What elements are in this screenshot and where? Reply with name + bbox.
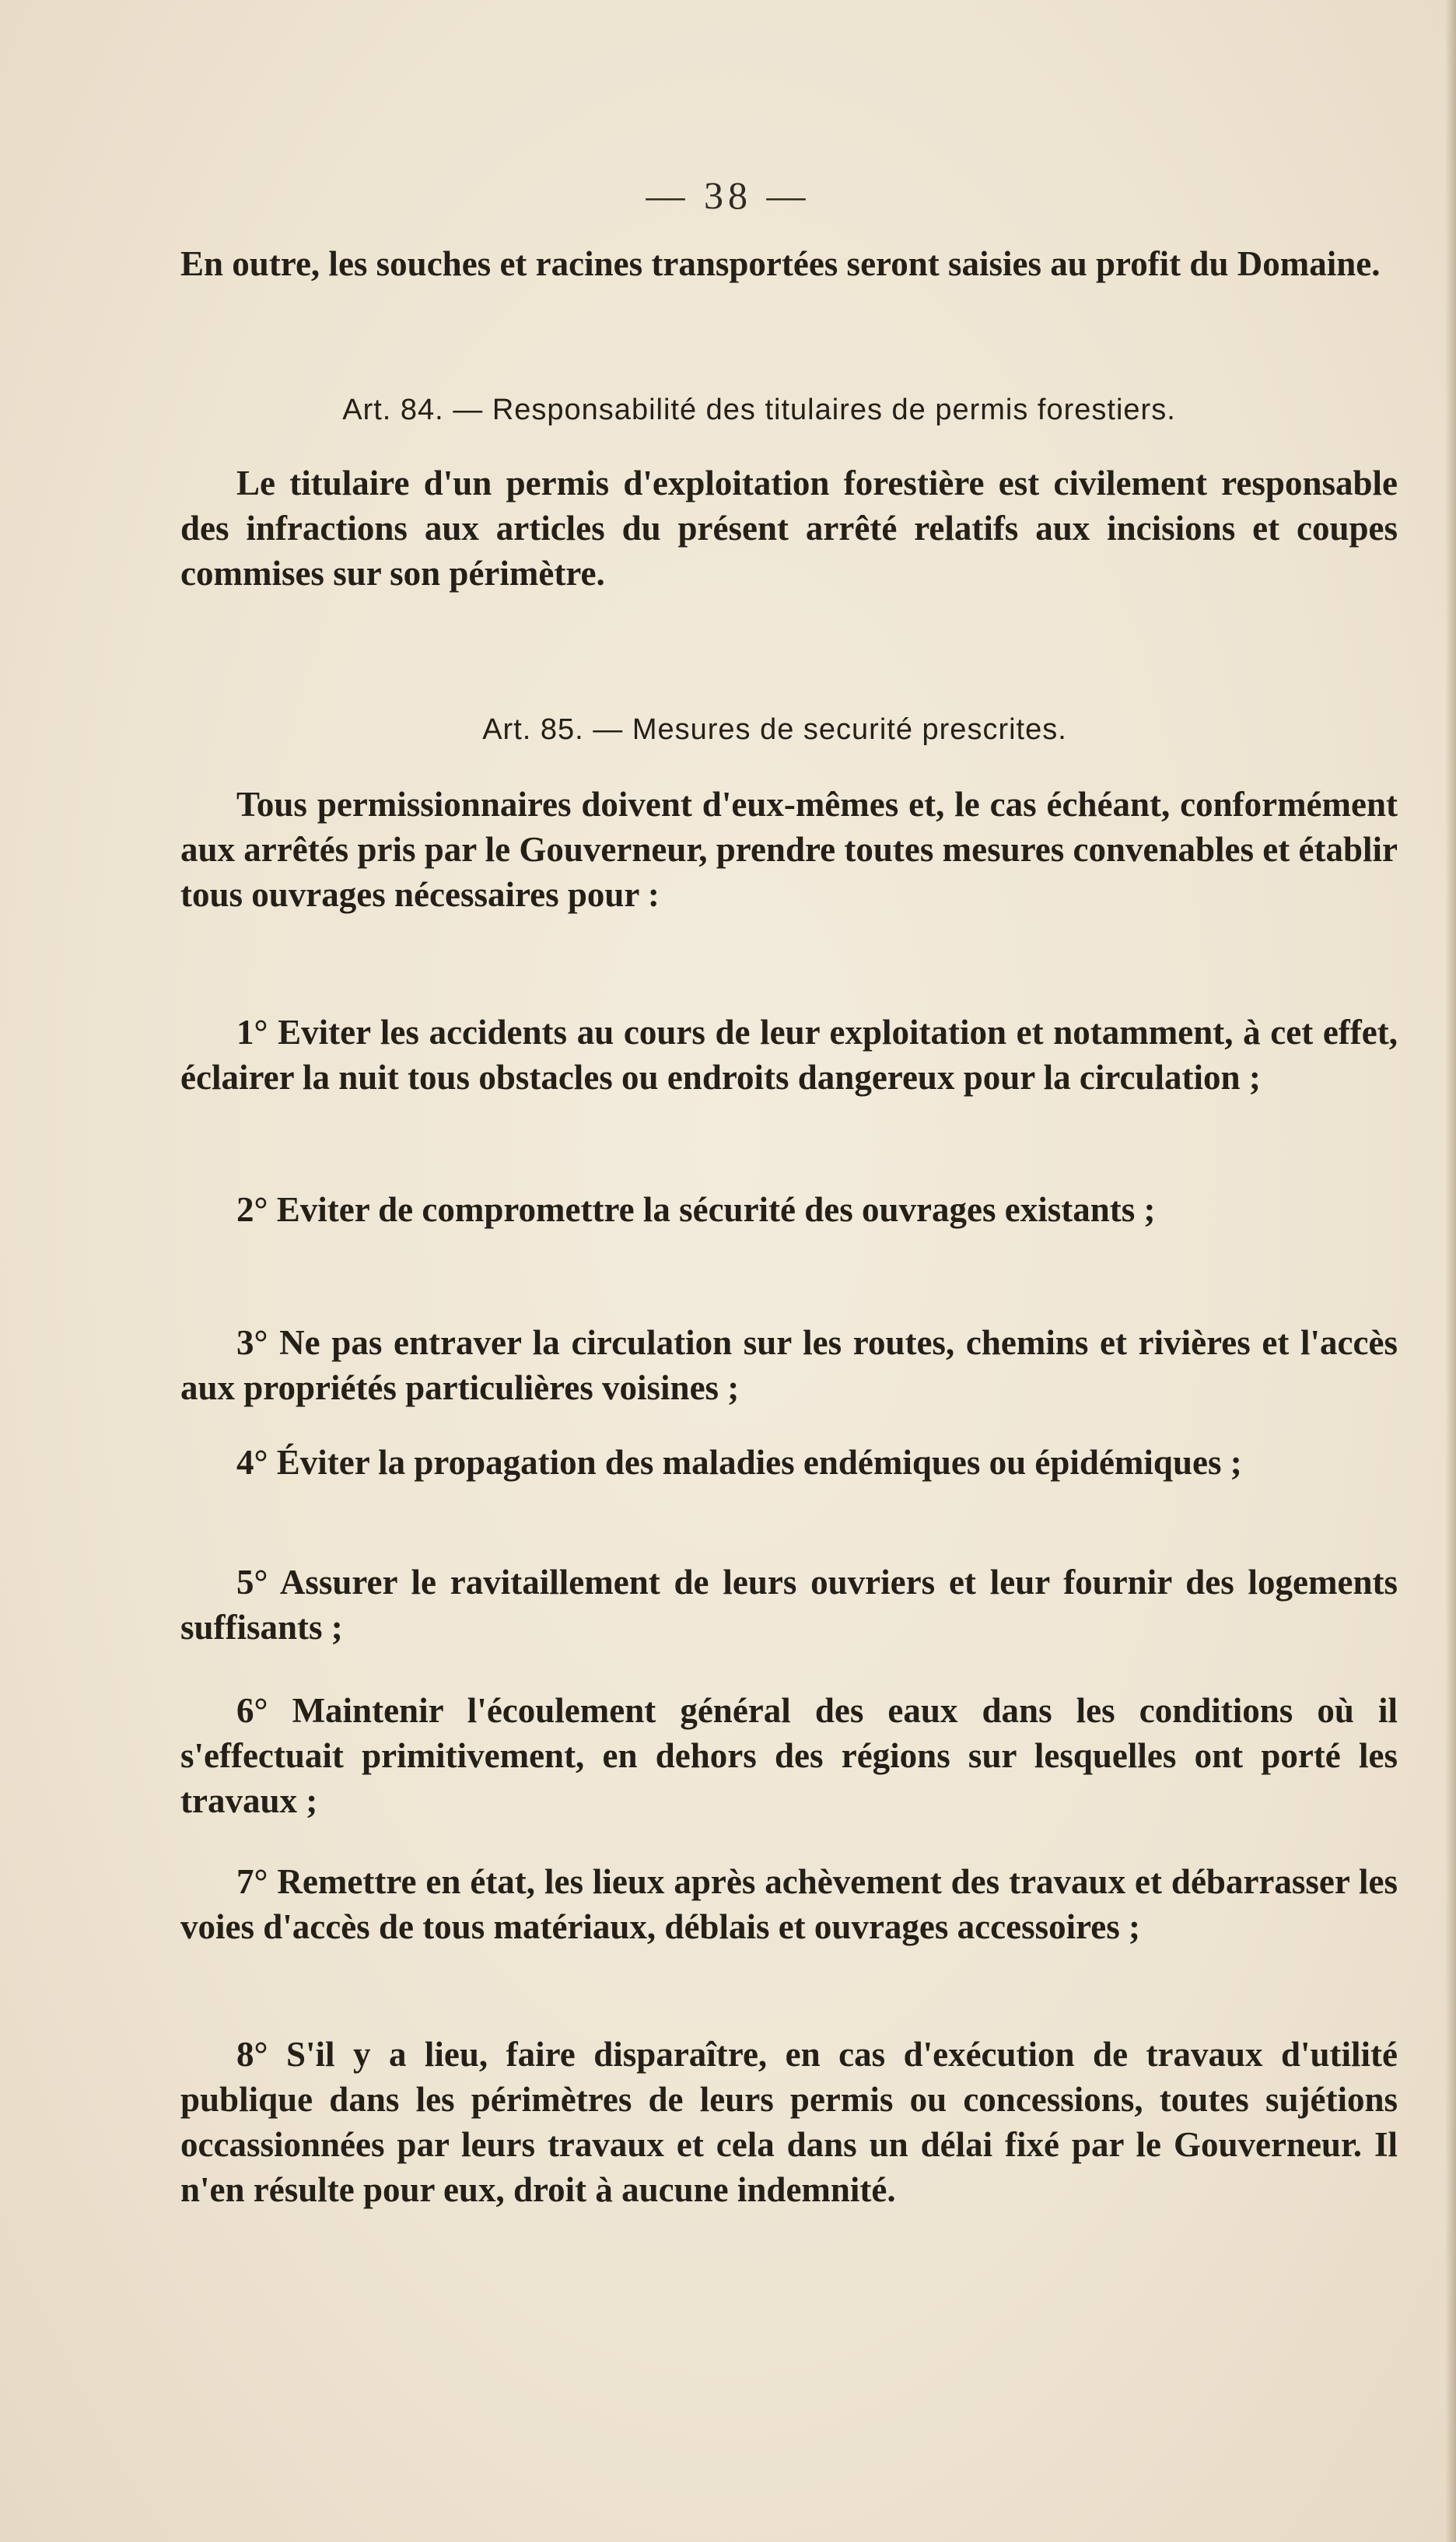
list-item-3: 3° Ne pas entraver la circulation sur les routes, chemins et rivières et l'accès aux propriétés particulières voisines ; (180, 1323, 1398, 1407)
list-item-5: 5° Assurer le ravitaillement de leurs ouvriers et leur fournir des logements suffisants ; (180, 1563, 1398, 1647)
list-item-1: 1° Eviter les accidents au cours de leur exploitation et notamment, à cet effet, éclairer la nuit tous obstacles ou endroits dangereux pour la circulation ; (180, 1013, 1398, 1097)
continuation-paragraph: En outre, les souches et racines transportées seront saisies au profit du Domaine. (180, 244, 1381, 283)
list-item-2: 2° Eviter de compromettre la sécurité des ouvrages existants ; (236, 1190, 1156, 1229)
list-item-6: 6° Maintenir l'écoulement général des eaux dans les conditions où il s'effectuait primitivement, en dehors des régions sur lesquelles ont porté les travaux ; (180, 1691, 1398, 1820)
article-85-intro: Tous permissionnaires doivent d'eux-mêmes et, le cas échéant, conformément aux arrêtés pris par le Gouverneur, prendre toutes mesures convenables et établir tous ouvrages nécessaires pour : (180, 785, 1398, 914)
list-item-8: 8° S'il y a lieu, faire disparaître, en cas d'exécution de travaux d'utilité publique dans les périmètres de leurs permis ou concessions, toutes sujétions occassionnées par leurs travaux et cela dans un délai fixé par le Gouverneur. Il n'en résulte pour eux, droit à aucune indemnité. (180, 2035, 1398, 2209)
page-number: — 38 — (646, 173, 810, 217)
article-85-heading: Art. 85. — Mesures de securité prescrites. (482, 713, 1067, 746)
list-item-4: 4° Éviter la propagation des maladies endémiques ou épidémiques ; (236, 1443, 1242, 1482)
article-84-paragraph: Le titulaire d'un permis d'exploitation forestière est civilement responsable des infractions aux articles du présent arrêté relatifs aux incisions et coupes commises sur son périmètre. (180, 464, 1398, 593)
article-84-heading: Art. 84. — Responsabilité des titulaires de permis forestiers. (342, 394, 1176, 426)
list-item-7: 7° Remettre en état, les lieux après achèvement des travaux et débarrasser les voies d'accès de tous matériaux, déblais et ouvrages accessoires ; (180, 1862, 1398, 1946)
